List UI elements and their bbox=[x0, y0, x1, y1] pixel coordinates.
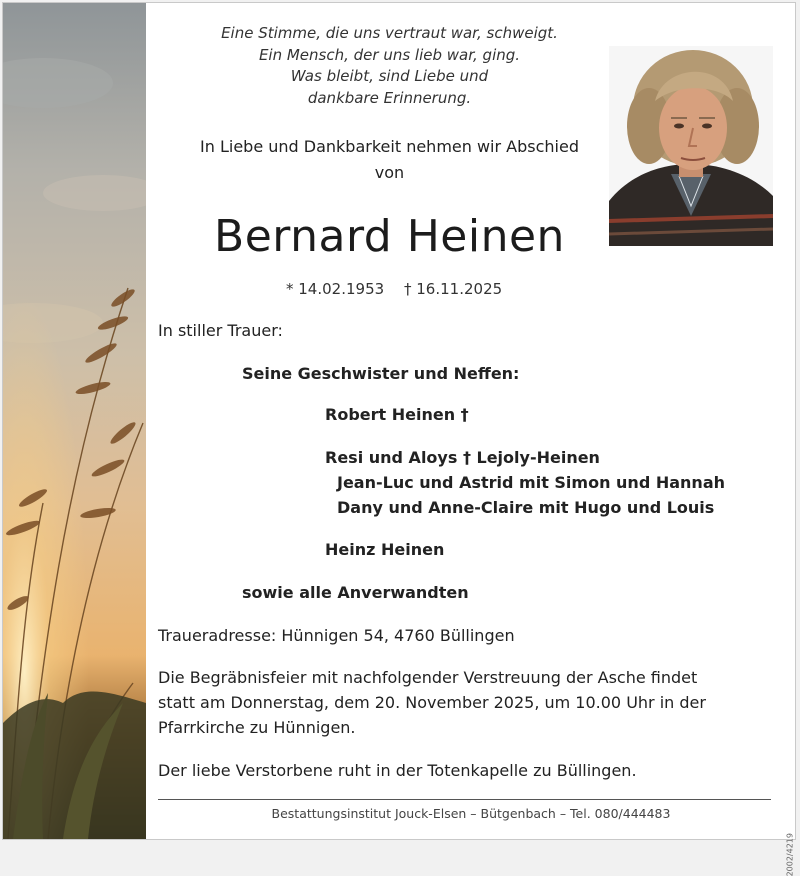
family-group-heading: Seine Geschwister und Neffen: bbox=[242, 364, 520, 383]
ceremony-line: Die Begräbnisfeier mit nachfolgender Verstreuung der Asche findet bbox=[158, 668, 698, 687]
poem-line: Ein Mensch, der uns lieb war, ging. bbox=[258, 45, 521, 64]
funeral-home-footer: Bestattungsinstitut Jouck-Elsen – Bütgenbach – Tel. 080/444483 bbox=[271, 806, 671, 821]
mourner-line: Heinz Heinen bbox=[325, 540, 445, 559]
death-date: † 16.11.2025 bbox=[404, 280, 503, 298]
poem-line: dankbare Erinnerung. bbox=[307, 88, 472, 107]
ceremony-line: Pfarrkirche zu Hünnigen. bbox=[158, 718, 356, 737]
farewell-line: In Liebe und Dankbarkeit nehmen wir Abschied bbox=[200, 137, 579, 156]
sunset-grass-image bbox=[3, 3, 146, 839]
poem-line: Was bleibt, sind Liebe und bbox=[290, 67, 489, 85]
farewell-statement bbox=[146, 134, 633, 186]
mourner-line: Resi und Aloys † Lejoly-Heinen bbox=[325, 448, 600, 467]
farewell-line: von bbox=[374, 163, 405, 182]
birth-date: * 14.02.1953 bbox=[286, 280, 385, 298]
resting-place: Der liebe Verstorbene ruht in der Totenkapelle zu Büllingen. bbox=[158, 761, 637, 780]
memorial-poem bbox=[146, 23, 633, 109]
mourner-line: Robert Heinen † bbox=[325, 405, 469, 424]
portrait-photo bbox=[609, 46, 773, 246]
mourning-intro: In stiller Trauer: bbox=[158, 321, 283, 340]
ceremony-line: statt am Donnerstag, dem 20. November 2025, um 10.00 Uhr in der bbox=[158, 693, 706, 712]
mourner-line: Dany und Anne-Claire mit Hugo und Louis bbox=[337, 498, 715, 517]
footer-divider bbox=[158, 799, 771, 800]
poem-line: Eine Stimme, die uns vertraut war, schweigt. bbox=[221, 24, 558, 42]
relatives-line: sowie alle Anverwandten bbox=[242, 583, 469, 602]
deceased-name: Bernard Heinen bbox=[214, 211, 565, 262]
reference-code: 2002/4219 bbox=[785, 833, 794, 876]
obituary-content bbox=[146, 3, 796, 876]
mourning-address: Traueradresse: Hünnigen 54, 4760 Büllingen bbox=[158, 626, 515, 645]
mourner-line: Jean-Luc und Astrid mit Simon und Hannah bbox=[337, 473, 725, 492]
